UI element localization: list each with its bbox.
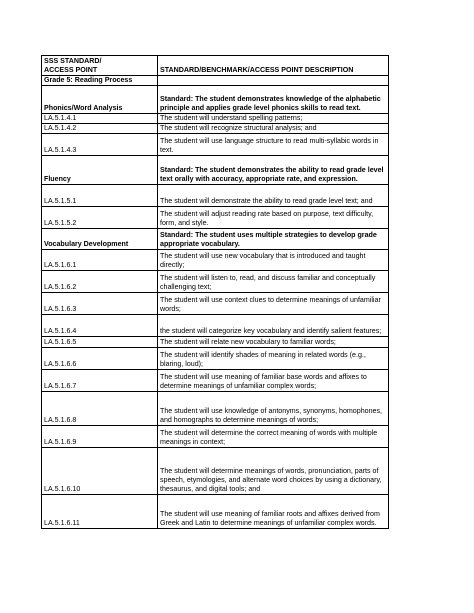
standard-description-cell: the student will categorize key vocabulary and identify salient features; (158, 315, 389, 337)
standard-code-cell: LA.5.1.4.1 (42, 114, 158, 124)
standard-code-cell: LA.5.1.6.4 (42, 315, 158, 337)
document-page (41, 55, 388, 529)
standard-description-cell: The student will identify shades of meaning in related words (e.g., blaring, loud); (158, 348, 389, 370)
table-row (42, 229, 389, 250)
standard-description-cell: The student will use context clues to determine meanings of unfamiliar words; (158, 293, 389, 315)
standard-code-cell: LA.5.1.4.3 (42, 134, 158, 156)
table-row (42, 271, 389, 293)
standard-description-cell: The student will recognize structural analysis; and (158, 124, 389, 134)
table-row (42, 86, 389, 114)
table-row (42, 76, 389, 86)
table-row (42, 348, 389, 370)
standard-description-cell: The student will understand spelling patterns; (158, 114, 389, 124)
table-row (42, 370, 389, 392)
standard-description-cell: The student will use new vocabulary that is introduced and taught directly; (158, 250, 389, 271)
standard-description-cell: The student will use knowledge of antonyms, synonyms, homophones, and homographs to determine meanings of words; (158, 392, 389, 426)
standard-description-cell: Standard: The student demonstrates the ability to read grade level text orally with accuracy, appropriate rate, and expression. (158, 156, 389, 185)
standard-code-cell: LA.5.1.6.8 (42, 392, 158, 426)
standard-description-cell: The student will determine meanings of words, pronunciation, parts of speech, etymologies, and alternate word choices by using a dictionary, thesaurus, and digital tools; and (158, 448, 389, 495)
standard-code-cell: LA.5.1.6.6 (42, 348, 158, 370)
table-row (42, 495, 389, 529)
standard-code-cell: LA.5.1.5.1 (42, 185, 158, 207)
standard-description-cell: Standard: The student demonstrates knowledge of the alphabetic principle and applies grade level phonics skills to read text. (158, 86, 389, 114)
standard-description-cell: The student will use meaning of familiar base words and affixes to determine meanings of unfamiliar complex words; (158, 370, 389, 392)
table-row (42, 124, 389, 134)
standard-description-cell: The student will use language structure to read multi-syllabic words in text. (158, 134, 389, 156)
standard-description-cell: The student will demonstrate the ability to read grade level text; and (158, 185, 389, 207)
standard-code-cell: Grade 5: Reading Process (42, 76, 158, 86)
standard-code-cell: LA.5.1.6.9 (42, 426, 158, 448)
standard-code-cell: LA.5.1.6.11 (42, 495, 158, 529)
header-code-line1: SSS STANDARD/ (44, 57, 102, 65)
table-row (42, 448, 389, 495)
standard-code-cell: LA.5.1.6.10 (42, 448, 158, 495)
header-description-cell: STANDARD/BENCHMARK/ACCESS POINT DESCRIPTION (158, 56, 389, 76)
standard-code-cell: Phonics/Word Analysis (42, 86, 158, 114)
standard-description-cell: The student will use meaning of familiar roots and affixes derived from Greek and Latin to determine meanings of unfamiliar complex words. (158, 495, 389, 529)
standard-code-cell: LA.5.1.5.2 (42, 207, 158, 229)
table-row (42, 185, 389, 207)
table-row (42, 392, 389, 426)
standard-code-cell: LA.5.1.6.2 (42, 271, 158, 293)
table-row (42, 426, 389, 448)
standard-description-cell: The student will adjust reading rate based on purpose, text difficulty, form, and style. (158, 207, 389, 229)
table-row (42, 207, 389, 229)
standard-description-cell: The student will relate new vocabulary to familiar words; (158, 337, 389, 348)
table-row (42, 156, 389, 185)
header-row (42, 56, 389, 76)
standard-code-cell: Vocabulary Development (42, 229, 158, 250)
header-code-cell (42, 56, 158, 76)
standard-description-cell: The student will determine the correct meaning of words with multiple meanings in context; (158, 426, 389, 448)
standard-description-cell: The student will listen to, read, and discuss familiar and conceptually challenging text; (158, 271, 389, 293)
standard-code-cell: LA.5.1.6.7 (42, 370, 158, 392)
standard-code-cell: LA.5.1.6.1 (42, 250, 158, 271)
standard-code-cell: LA.5.1.4.2 (42, 124, 158, 134)
standards-table (41, 55, 389, 529)
table-row (42, 250, 389, 271)
table-row (42, 134, 389, 156)
standard-description-cell (158, 76, 389, 86)
table-row (42, 315, 389, 337)
table-row (42, 293, 389, 315)
header-code-line2: ACCESS POINT (44, 66, 98, 74)
standard-code-cell: LA.5.1.6.3 (42, 293, 158, 315)
standard-code-cell: LA.5.1.6.5 (42, 337, 158, 348)
standard-code-cell: Fluency (42, 156, 158, 185)
table-row (42, 114, 389, 124)
standard-description-cell: Standard: The student uses multiple strategies to develop grade appropriate vocabulary. (158, 229, 389, 250)
table-row (42, 337, 389, 348)
